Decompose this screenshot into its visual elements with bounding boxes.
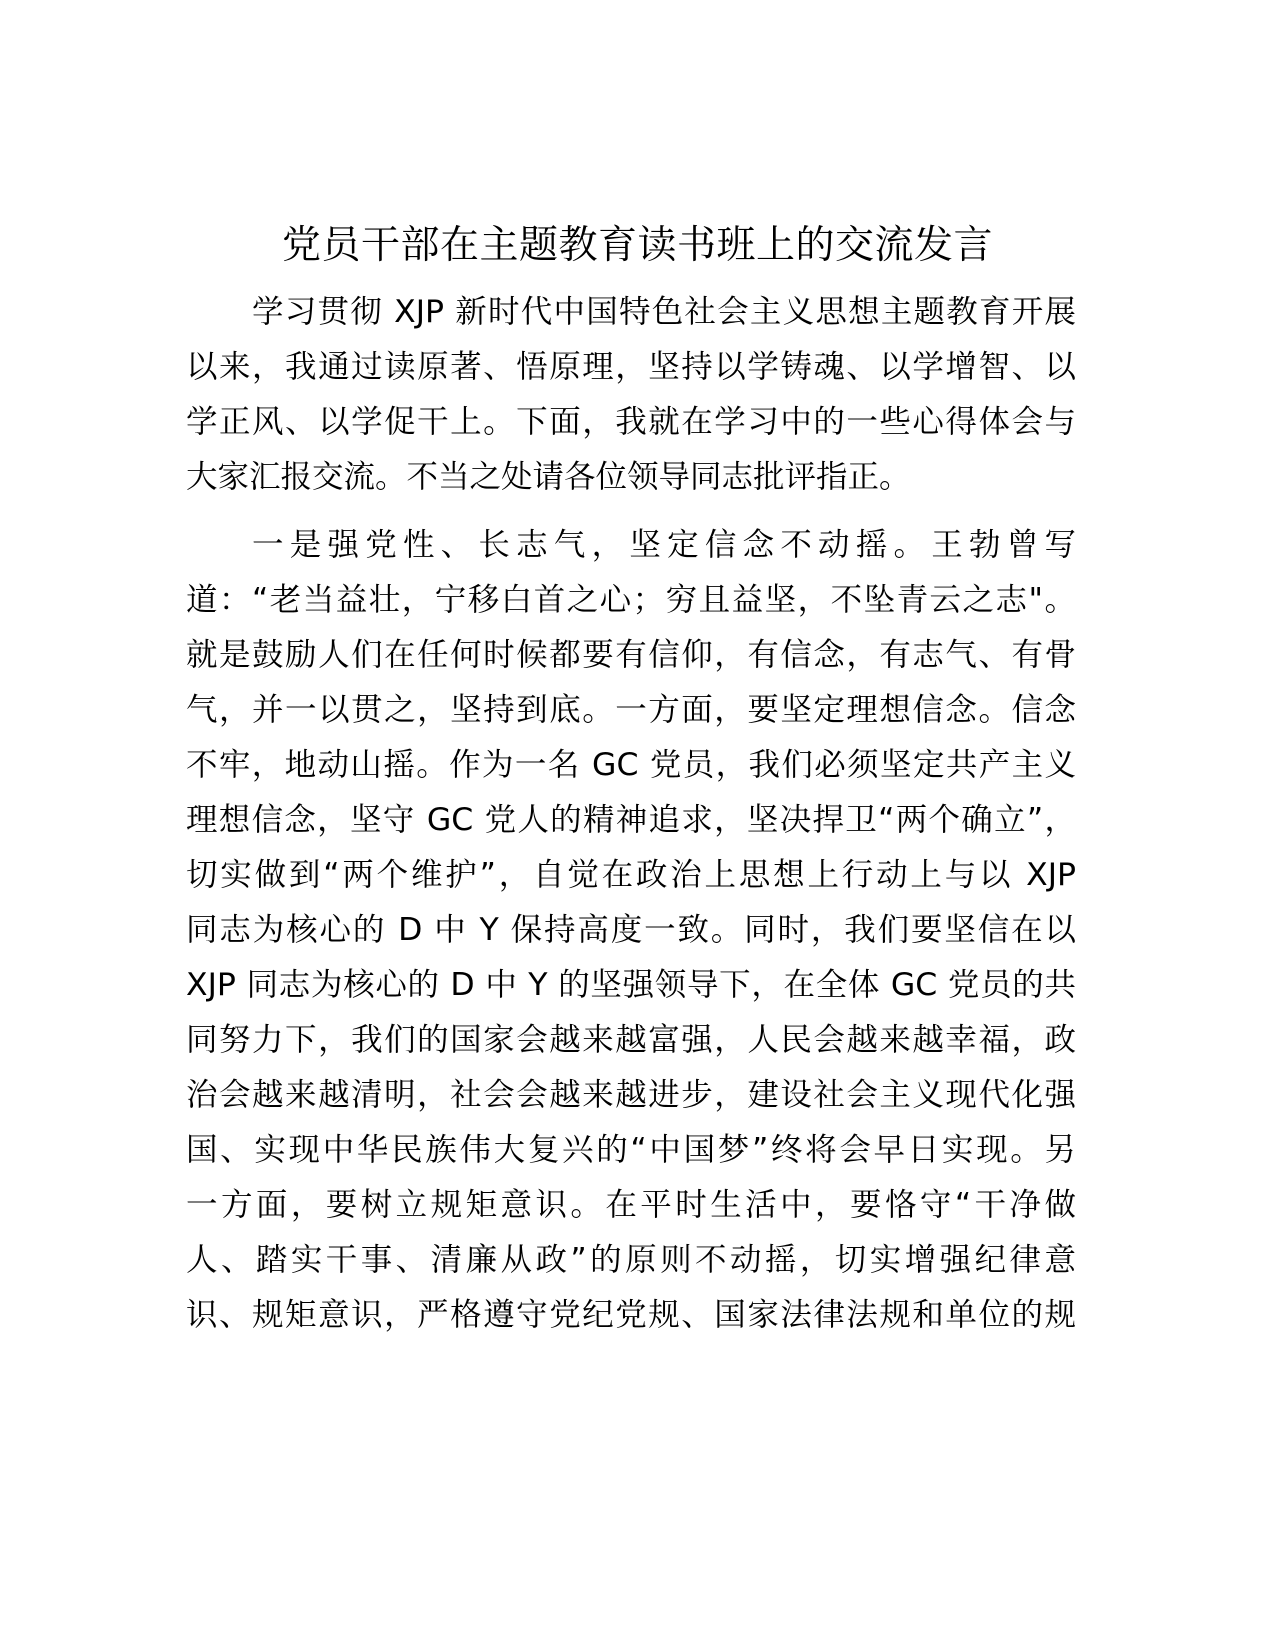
text-line: 同努力下，我们的国家会越来越富强，人民会越来越幸福，政 bbox=[186, 1022, 1076, 1058]
text-line: 就是鼓励人们在任何时候都要有信仰，有信念，有志气、有骨 bbox=[186, 637, 1076, 673]
text-line: 不牢，地动山摇。作为一名 GC 党员，我们必须坚定共产主义 bbox=[186, 747, 1076, 783]
text-line: 国、实现中华民族伟大复兴的“中国梦”终将会早日实现。另 bbox=[186, 1132, 1076, 1168]
text-line: 识、规矩意识，严格遵守党纪党规、国家法律法规和单位的规 bbox=[186, 1297, 1076, 1333]
text-line: 学习贯彻 XJP 新时代中国特色社会主义思想主题教育开展 bbox=[252, 294, 1076, 330]
text-line: 道：“老当益壮，宁移白首之心；穷且益坚，不坠青云之志"。 bbox=[186, 582, 1076, 618]
text-line: 学正风、以学促干上。下面，我就在学习中的一些心得体会与 bbox=[186, 404, 1076, 440]
text-line: 切实做到“两个维护”，自觉在政治上思想上行动上与以 XJP bbox=[186, 857, 1076, 893]
text-line: 大家汇报交流。不当之处请各位领导同志批评指正。 bbox=[186, 459, 911, 495]
text-line: 气，并一以贯之，坚持到底。一方面，要坚定理想信念。信念 bbox=[186, 692, 1076, 728]
text-line: 同志为核心的 D 中 Y 保持高度一致。同时，我们要坚信在以 bbox=[186, 912, 1076, 948]
text-line: XJP 同志为核心的 D 中 Y 的坚强领导下，在全体 GC 党员的共 bbox=[186, 967, 1076, 1003]
document-title: 党员干部在主题教育读书班上的交流发言 bbox=[281, 223, 993, 268]
text-line: 理想信念，坚守 GC 党人的精神追求，坚决捍卫“两个确立”， bbox=[186, 802, 1076, 838]
text-line: 以来，我通过读原著、悟原理，坚持以学铸魂、以学增智、以 bbox=[186, 349, 1076, 385]
text-line: 人、踏实干事、清廉从政”的原则不动摇，切实增强纪律意 bbox=[186, 1242, 1076, 1278]
text-line: 一方面，要树立规矩意识。在平时生活中，要恪守“干净做 bbox=[186, 1187, 1076, 1223]
text-line: 一是强党性、长志气，坚定信念不动摇。王勃曾写 bbox=[252, 527, 1076, 563]
text-line: 治会越来越清明，社会会越来越进步，建设社会主义现代化强 bbox=[186, 1077, 1076, 1113]
